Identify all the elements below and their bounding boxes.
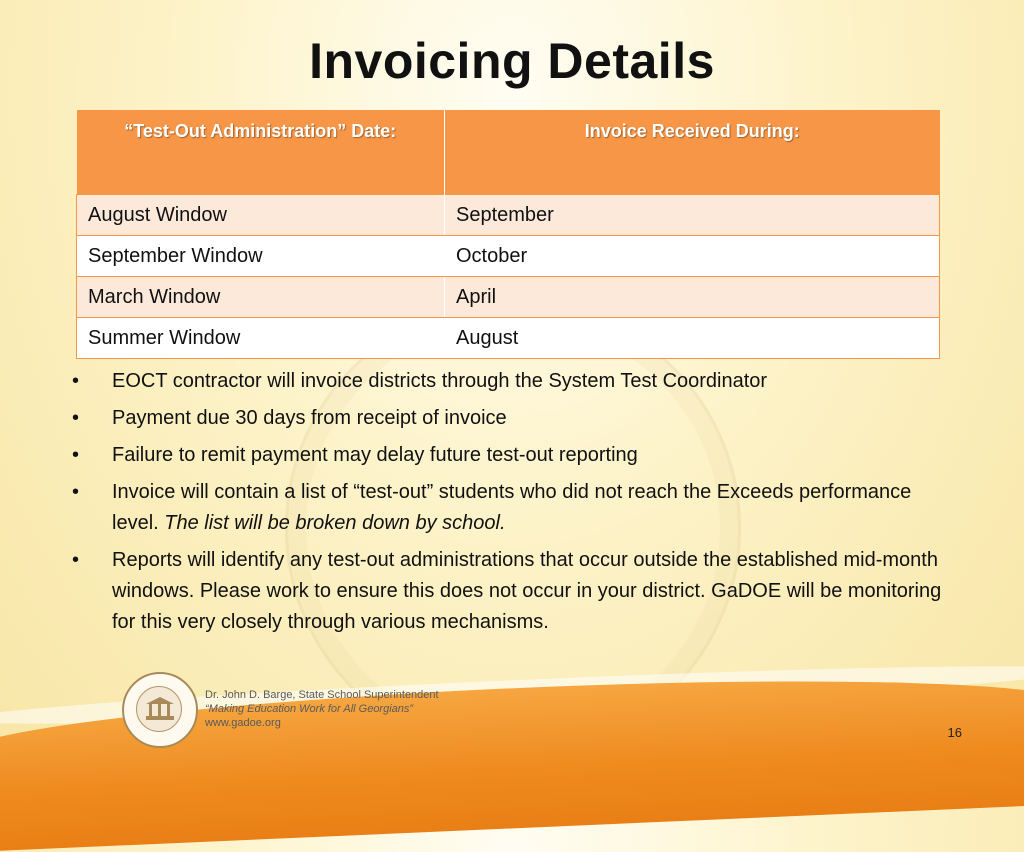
bullet-text: Failure to remit payment may delay future test-out reporting bbox=[112, 444, 638, 466]
header-test-out-date: “Test-Out Administration” Date: bbox=[77, 110, 445, 195]
department-of-education-seal-icon bbox=[122, 672, 198, 748]
bullet-text: Reports will identify any test-out administrations that occur outside the established mid-month windows. Please work to ensure this does not occur in your district. GaDOE will be monitoring for this very closely through various mechanisms. bbox=[112, 549, 942, 633]
cell-month: October bbox=[445, 236, 940, 277]
invoice-table bbox=[76, 110, 940, 359]
footer-credits bbox=[205, 688, 439, 730]
superintendent-line: Dr. John D. Barge, State School Superintendent bbox=[205, 689, 439, 701]
cell-window: March Window bbox=[77, 277, 445, 318]
slide-title: Invoicing Details bbox=[309, 33, 715, 89]
list-item bbox=[70, 366, 950, 397]
list-item bbox=[70, 440, 950, 471]
list-item bbox=[70, 477, 950, 539]
bullet-icon: • bbox=[72, 407, 80, 429]
cell-month: September bbox=[445, 195, 940, 236]
bullet-icon: • bbox=[72, 370, 80, 392]
bullet-text: EOCT contractor will invoice districts through the System Test Coordinator bbox=[112, 370, 768, 392]
bullet-text: Payment due 30 days from receipt of invoice bbox=[112, 407, 507, 429]
cell-window: September Window bbox=[77, 236, 445, 277]
bullet-icon: • bbox=[72, 549, 80, 571]
page-number: 16 bbox=[947, 725, 962, 740]
cell-window: Summer Window bbox=[77, 318, 445, 359]
table-row bbox=[77, 318, 940, 359]
list-item bbox=[70, 545, 950, 638]
cell-month: April bbox=[445, 277, 940, 318]
header-invoice-received: Invoice Received During: bbox=[445, 110, 940, 195]
cell-window: August Window bbox=[77, 195, 445, 236]
bullet-list bbox=[70, 366, 950, 644]
bullet-text: Invoice will contain a list of “test-out” students who did not reach the Exceeds performance level. bbox=[112, 481, 912, 534]
table-row bbox=[77, 195, 940, 236]
capitol-arch-icon bbox=[144, 696, 176, 722]
cell-month: August bbox=[445, 318, 940, 359]
list-item bbox=[70, 403, 950, 434]
bullet-italic-text: The list will be broken down by school. bbox=[164, 512, 506, 534]
table-row bbox=[77, 277, 940, 318]
bullet-icon: • bbox=[72, 481, 80, 503]
table-row bbox=[77, 236, 940, 277]
website-link[interactable]: www.gadoe.org bbox=[205, 717, 281, 729]
motto-line: “Making Education Work for All Georgians” bbox=[205, 703, 414, 715]
table-header-row bbox=[77, 110, 940, 195]
bullet-icon: • bbox=[72, 444, 80, 466]
